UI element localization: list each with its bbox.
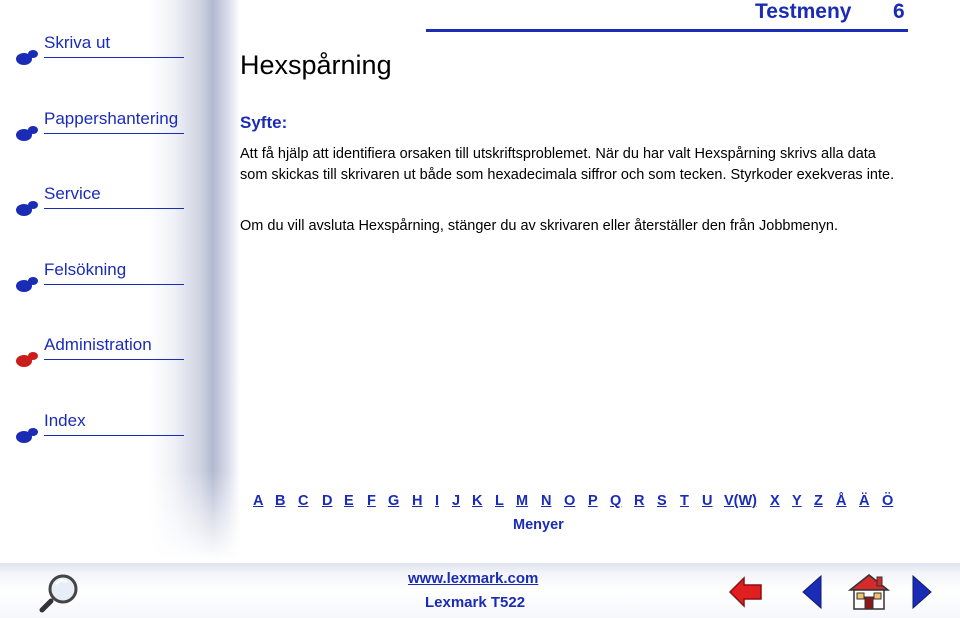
next-page-icon[interactable] — [910, 574, 934, 610]
index-letter-q[interactable]: Q — [610, 493, 622, 509]
index-letter-b[interactable]: B — [275, 493, 286, 509]
alphabet-index — [253, 493, 898, 513]
index-letter-aa[interactable]: Å — [836, 493, 847, 509]
index-letter-m[interactable]: M — [516, 493, 529, 509]
description-paragraph: Att få hjälp att identifiera orsaken till utskriftsproblemet. När du har valt Hexspårning skrivs alla data som skickas till skrivaren ut både som hexadecimala siffror och som tecken. Styrkoder exekveras inte. — [240, 146, 895, 183]
index-letter-u[interactable]: U — [702, 493, 713, 509]
nav-label: Skriva ut — [44, 33, 111, 52]
home-icon[interactable] — [846, 572, 892, 612]
nav-item-pappershantering[interactable] — [12, 107, 184, 147]
index-letter-h[interactable]: H — [412, 493, 423, 509]
page-number: 6 — [893, 0, 905, 23]
nav-item-skriva-ut[interactable] — [12, 31, 184, 71]
nav-label: Administration — [44, 335, 152, 354]
nav-bullet-icon — [14, 123, 40, 143]
magnifier-icon[interactable] — [38, 572, 86, 614]
nav-bullet-active-icon — [14, 349, 40, 369]
index-letter-o[interactable]: O — [564, 493, 576, 509]
nav-label: Service — [44, 184, 101, 203]
index-letter-ae[interactable]: Ä — [859, 493, 870, 509]
header-title[interactable]: Testmeny — [755, 0, 852, 23]
nav-item-index[interactable] — [12, 409, 184, 449]
nav-underline — [44, 284, 184, 285]
index-letter-d[interactable]: D — [322, 493, 333, 509]
nav-item-service[interactable] — [12, 182, 184, 222]
index-letter-y[interactable]: Y — [792, 493, 802, 509]
index-letter-i[interactable]: I — [435, 493, 440, 509]
index-letter-l[interactable]: L — [495, 493, 504, 509]
back-arrow-icon[interactable] — [728, 574, 764, 610]
previous-page-icon[interactable] — [800, 574, 824, 610]
nav-underline — [44, 57, 184, 58]
index-letter-s[interactable]: S — [657, 493, 667, 509]
index-letter-x[interactable]: X — [770, 493, 780, 509]
index-letter-e[interactable]: E — [344, 493, 354, 509]
website-link[interactable]: www.lexmark.com — [408, 570, 539, 587]
index-letter-k[interactable]: K — [472, 493, 483, 509]
index-letter-p[interactable]: P — [588, 493, 598, 509]
index-letter-r[interactable]: R — [634, 493, 645, 509]
index-letter-c[interactable]: C — [298, 493, 309, 509]
menus-link[interactable]: Menyer — [513, 517, 564, 533]
index-letter-z[interactable]: Z — [814, 493, 823, 509]
index-letter-j[interactable]: J — [452, 493, 461, 509]
page-title: Hexspårning — [240, 50, 392, 80]
index-letter-oe[interactable]: Ö — [882, 493, 894, 509]
nav-item-administration[interactable] — [12, 333, 184, 373]
nav-label: Pappershantering — [44, 109, 179, 128]
nav-item-felsokning[interactable] — [12, 258, 184, 298]
index-letter-a[interactable]: A — [253, 493, 264, 509]
section-heading: Syfte: — [240, 113, 288, 132]
index-letter-f[interactable]: F — [367, 493, 376, 509]
nav-underline — [44, 208, 184, 209]
exit-paragraph: Om du vill avsluta Hexspårning, stänger du av skrivaren eller återställer den från Jobbmenyn. — [240, 218, 839, 234]
index-letter-vw[interactable]: V(W) — [724, 493, 758, 509]
nav-underline — [44, 359, 184, 360]
nav-label: Felsökning — [44, 260, 127, 279]
nav-bullet-icon — [14, 274, 40, 294]
product-name: Lexmark T522 — [425, 594, 526, 611]
nav-bullet-icon — [14, 425, 40, 445]
header-rule — [426, 29, 908, 32]
index-letter-t[interactable]: T — [680, 493, 689, 509]
nav-bullet-icon — [14, 198, 40, 218]
nav-bullet-icon — [14, 47, 40, 67]
nav-label: Index — [44, 411, 86, 430]
index-letter-g[interactable]: G — [388, 493, 400, 509]
nav-underline — [44, 133, 184, 134]
index-letter-n[interactable]: N — [541, 493, 552, 509]
nav-underline — [44, 435, 184, 436]
